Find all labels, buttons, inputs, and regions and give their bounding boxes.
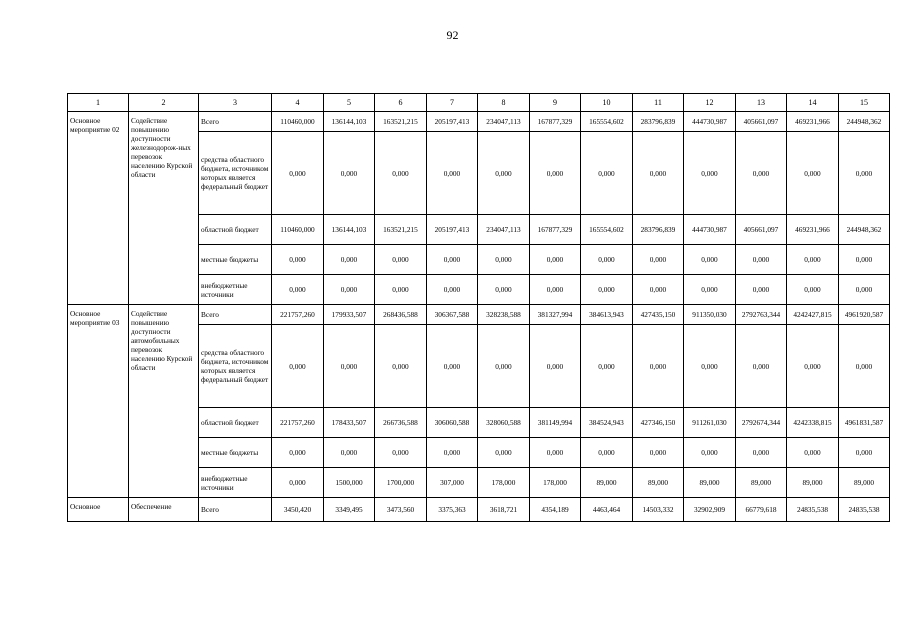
- value-cell: 89,000: [736, 468, 787, 498]
- value-cell: 328060,588: [478, 408, 530, 438]
- value-cell: 0,000: [736, 275, 787, 305]
- value-cell: 221757,260: [272, 305, 324, 325]
- column-header: 3: [199, 94, 272, 112]
- value-cell: 0,000: [478, 132, 530, 215]
- value-cell: 0,000: [787, 325, 839, 408]
- value-cell: 0,000: [736, 438, 787, 468]
- column-header: 12: [684, 94, 736, 112]
- value-cell: 0,000: [633, 275, 684, 305]
- value-cell: 0,000: [684, 132, 736, 215]
- value-cell: 4463,464: [581, 498, 633, 522]
- value-cell: 89,000: [787, 468, 839, 498]
- table-row: [68, 305, 890, 325]
- value-cell: 165554,602: [581, 215, 633, 245]
- value-cell: 66779,618: [736, 498, 787, 522]
- value-cell: 178,000: [530, 468, 581, 498]
- funding-source-cell: местные бюджеты: [199, 438, 272, 468]
- value-cell: 2792763,344: [736, 305, 787, 325]
- value-cell: 4354,189: [530, 498, 581, 522]
- value-cell: 0,000: [272, 325, 324, 408]
- value-cell: 0,000: [787, 438, 839, 468]
- value-cell: 0,000: [272, 245, 324, 275]
- value-cell: 89,000: [839, 468, 890, 498]
- column-header: 14: [787, 94, 839, 112]
- value-cell: 3618,721: [478, 498, 530, 522]
- funding-source-cell: областной бюджет: [199, 215, 272, 245]
- value-cell: 0,000: [427, 132, 478, 215]
- value-cell: 0,000: [839, 132, 890, 215]
- value-cell: 163521,215: [375, 112, 427, 132]
- funding-source-cell: Всего: [199, 112, 272, 132]
- value-cell: 911350,030: [684, 305, 736, 325]
- value-cell: 244948,362: [839, 215, 890, 245]
- value-cell: 0,000: [530, 132, 581, 215]
- value-cell: 0,000: [633, 245, 684, 275]
- value-cell: 4242338,815: [787, 408, 839, 438]
- value-cell: 179933,507: [324, 305, 375, 325]
- value-cell: 178,000: [478, 468, 530, 498]
- value-cell: 0,000: [272, 468, 324, 498]
- value-cell: 205197,413: [427, 112, 478, 132]
- value-cell: 89,000: [581, 468, 633, 498]
- column-header: 5: [324, 94, 375, 112]
- value-cell: 0,000: [839, 245, 890, 275]
- value-cell: 3473,560: [375, 498, 427, 522]
- value-cell: 384524,943: [581, 408, 633, 438]
- value-cell: 4242427,815: [787, 305, 839, 325]
- value-cell: 89,000: [633, 468, 684, 498]
- value-cell: 283796,839: [633, 112, 684, 132]
- value-cell: 167877,329: [530, 112, 581, 132]
- value-cell: 0,000: [427, 275, 478, 305]
- value-cell: 234047,113: [478, 112, 530, 132]
- value-cell: 405661,097: [736, 112, 787, 132]
- value-cell: 0,000: [736, 325, 787, 408]
- value-cell: 0,000: [581, 245, 633, 275]
- value-cell: 3450,420: [272, 498, 324, 522]
- value-cell: 0,000: [684, 275, 736, 305]
- value-cell: 0,000: [581, 132, 633, 215]
- value-cell: 384613,943: [581, 305, 633, 325]
- funding-source-cell: местные бюджеты: [199, 245, 272, 275]
- value-cell: 0,000: [839, 438, 890, 468]
- value-cell: 444730,987: [684, 215, 736, 245]
- value-cell: 0,000: [581, 275, 633, 305]
- value-cell: 266736,588: [375, 408, 427, 438]
- page-number: 92: [446, 28, 459, 42]
- value-cell: 0,000: [375, 325, 427, 408]
- value-cell: 0,000: [839, 275, 890, 305]
- value-cell: 221757,260: [272, 408, 324, 438]
- value-cell: 0,000: [839, 325, 890, 408]
- value-cell: 0,000: [272, 275, 324, 305]
- value-cell: 0,000: [272, 438, 324, 468]
- value-cell: 0,000: [375, 132, 427, 215]
- column-header: 8: [478, 94, 530, 112]
- event-name-cell: Основное мероприятие 03: [68, 305, 129, 498]
- value-cell: 165554,602: [581, 112, 633, 132]
- column-header: 11: [633, 94, 684, 112]
- value-cell: 4961831,587: [839, 408, 890, 438]
- value-cell: 1700,000: [375, 468, 427, 498]
- value-cell: 0,000: [478, 325, 530, 408]
- header-row: [68, 94, 890, 112]
- value-cell: 0,000: [581, 325, 633, 408]
- value-cell: 0,000: [478, 438, 530, 468]
- value-cell: 205197,413: [427, 215, 478, 245]
- value-cell: 24835,538: [787, 498, 839, 522]
- column-header: 10: [581, 94, 633, 112]
- value-cell: 307,000: [427, 468, 478, 498]
- value-cell: 136144,103: [324, 112, 375, 132]
- event-description-cell: Обеспечение: [129, 498, 199, 522]
- value-cell: 167877,329: [530, 215, 581, 245]
- value-cell: 0,000: [633, 325, 684, 408]
- value-cell: 0,000: [787, 132, 839, 215]
- value-cell: 163521,215: [375, 215, 427, 245]
- value-cell: 0,000: [684, 438, 736, 468]
- value-cell: 0,000: [427, 325, 478, 408]
- value-cell: 0,000: [478, 275, 530, 305]
- event-description-cell: Содействие повышению доступности железнодорож-ных перевозок населению Курской области: [129, 112, 199, 305]
- table-row: [68, 112, 890, 132]
- value-cell: 0,000: [375, 245, 427, 275]
- value-cell: 0,000: [530, 325, 581, 408]
- value-cell: 3375,363: [427, 498, 478, 522]
- column-header: 6: [375, 94, 427, 112]
- column-header: 1: [68, 94, 129, 112]
- funding-source-cell: внебюджетные источники: [199, 275, 272, 305]
- column-header: 2: [129, 94, 199, 112]
- value-cell: 0,000: [787, 275, 839, 305]
- value-cell: 244948,362: [839, 112, 890, 132]
- value-cell: 306367,588: [427, 305, 478, 325]
- column-header: 7: [427, 94, 478, 112]
- value-cell: 405661,097: [736, 215, 787, 245]
- value-cell: 0,000: [324, 132, 375, 215]
- value-cell: 444730,987: [684, 112, 736, 132]
- value-cell: 306060,588: [427, 408, 478, 438]
- value-cell: 0,000: [736, 132, 787, 215]
- funding-source-cell: областной бюджет: [199, 408, 272, 438]
- value-cell: 1500,000: [324, 468, 375, 498]
- column-header: 13: [736, 94, 787, 112]
- value-cell: 427435,150: [633, 305, 684, 325]
- value-cell: 0,000: [787, 245, 839, 275]
- value-cell: 110460,000: [272, 112, 324, 132]
- value-cell: 0,000: [324, 438, 375, 468]
- funding-source-cell: Всего: [199, 305, 272, 325]
- value-cell: 283796,839: [633, 215, 684, 245]
- value-cell: 268436,588: [375, 305, 427, 325]
- value-cell: 0,000: [581, 438, 633, 468]
- value-cell: 0,000: [736, 245, 787, 275]
- value-cell: 0,000: [272, 132, 324, 215]
- value-cell: 110460,000: [272, 215, 324, 245]
- funding-source-cell: средства областного бюджета, источником которых является федеральный бюджет: [199, 325, 272, 408]
- event-description-cell: Содействие повышению доступности автомобильных перевозок населению Курской области: [129, 305, 199, 498]
- column-header: 4: [272, 94, 324, 112]
- value-cell: 911261,030: [684, 408, 736, 438]
- value-cell: 0,000: [375, 275, 427, 305]
- column-header: 9: [530, 94, 581, 112]
- event-name-cell: Основное мероприятие 02: [68, 112, 129, 305]
- value-cell: 32902,909: [684, 498, 736, 522]
- value-cell: 0,000: [530, 438, 581, 468]
- value-cell: 24835,538: [839, 498, 890, 522]
- value-cell: 3349,495: [324, 498, 375, 522]
- table-body: [68, 94, 890, 522]
- value-cell: 0,000: [530, 275, 581, 305]
- value-cell: 427346,150: [633, 408, 684, 438]
- value-cell: 0,000: [324, 325, 375, 408]
- value-cell: 2792674,344: [736, 408, 787, 438]
- value-cell: 0,000: [684, 325, 736, 408]
- value-cell: 0,000: [375, 438, 427, 468]
- value-cell: 381149,994: [530, 408, 581, 438]
- funding-source-cell: средства областного бюджета, источником которых является федеральный бюджет: [199, 132, 272, 215]
- value-cell: 0,000: [530, 245, 581, 275]
- funding-source-cell: внебюджетные источники: [199, 468, 272, 498]
- value-cell: 0,000: [427, 438, 478, 468]
- value-cell: 0,000: [427, 245, 478, 275]
- value-cell: 0,000: [633, 132, 684, 215]
- value-cell: 328238,588: [478, 305, 530, 325]
- value-cell: 469231,966: [787, 112, 839, 132]
- funding-source-cell: Всего: [199, 498, 272, 522]
- value-cell: 178433,507: [324, 408, 375, 438]
- value-cell: 234047,113: [478, 215, 530, 245]
- value-cell: 136144,103: [324, 215, 375, 245]
- value-cell: 469231,966: [787, 215, 839, 245]
- value-cell: 0,000: [684, 245, 736, 275]
- budget-table: [67, 93, 890, 522]
- value-cell: 0,000: [324, 245, 375, 275]
- value-cell: 0,000: [633, 438, 684, 468]
- table-row: [68, 498, 890, 522]
- value-cell: 89,000: [684, 468, 736, 498]
- value-cell: 0,000: [324, 275, 375, 305]
- value-cell: 14503,332: [633, 498, 684, 522]
- column-header: 15: [839, 94, 890, 112]
- value-cell: 4961920,587: [839, 305, 890, 325]
- value-cell: 381327,994: [530, 305, 581, 325]
- event-name-cell: Основное: [68, 498, 129, 522]
- value-cell: 0,000: [478, 245, 530, 275]
